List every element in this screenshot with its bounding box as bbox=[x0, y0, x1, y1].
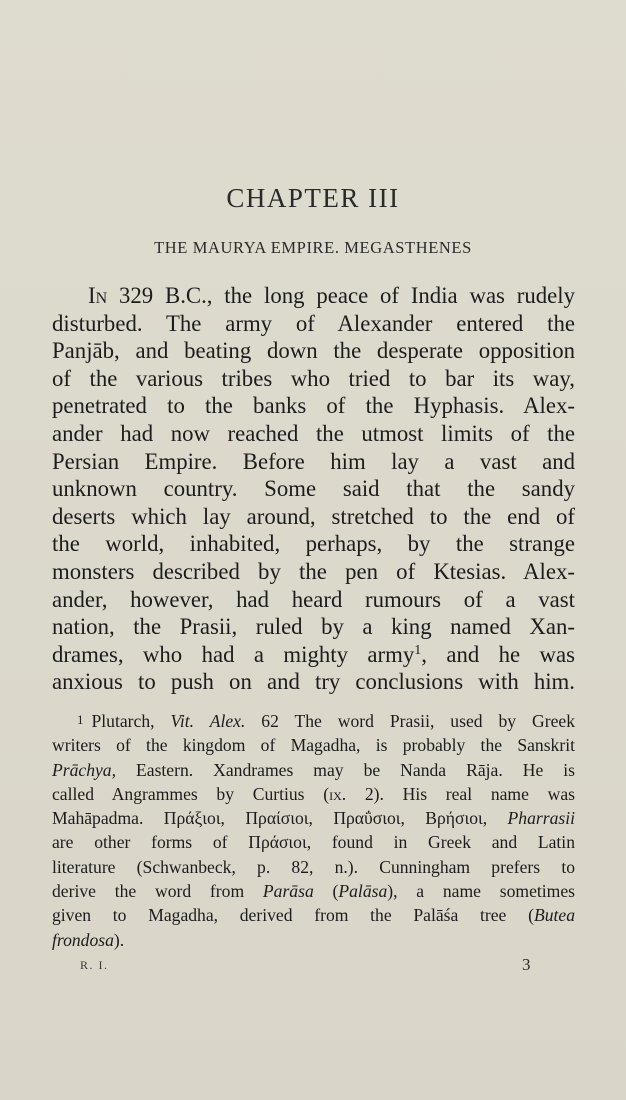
chapter-subtitle: THE MAURYA EMPIRE. MEGASTHENES bbox=[154, 238, 472, 257]
body-line: ander had now reached the utmost limits of the bbox=[52, 420, 575, 446]
body-line: In 329 B.C., the long peace of India was rudely bbox=[88, 283, 575, 308]
footnote-line: called Angrammes by Curtius (ix. 2). His real name was bbox=[52, 783, 575, 804]
footnote-line: 1 Plutarch, Vit. Alex. 62 The word Prasii, used by Greek bbox=[77, 711, 575, 731]
footnote-line: literature (Schwanbeck, p. 82, n.). Cunningham prefers to bbox=[52, 856, 575, 877]
footnote-line: derive the word from Parāsa (Palāsa), a name sometimes bbox=[52, 881, 576, 902]
footnote-reference[interactable]: 1 bbox=[414, 642, 422, 658]
body-line: ander, however, had heard rumours of a vast bbox=[52, 586, 575, 612]
body-line: anxious to push on and try conclusions with him. bbox=[52, 669, 575, 695]
body-line: penetrated to the banks of the Hyphasis. Alex- bbox=[52, 393, 575, 419]
footnote-line: are other forms of Πράσιοι, found in Greek and Latin bbox=[52, 832, 575, 853]
footnote-marker: 1 bbox=[77, 712, 84, 727]
footnote-line: frondosa). bbox=[52, 929, 125, 950]
body-line: Persian Empire. Before him lay a vast and bbox=[52, 448, 575, 474]
body-line: nation, the Prasii, ruled by a king named Xan- bbox=[52, 614, 575, 640]
body-line: of the various tribes who tried to bar its way, bbox=[52, 365, 575, 391]
body-line: deserts which lay around, stretched to the end of bbox=[52, 503, 575, 529]
body-line: monsters described by the pen of Ktesias. Alex- bbox=[52, 558, 575, 584]
body-line: drames, who had a mighty army$^1$, and he was bbox=[52, 641, 575, 667]
body-paragraph bbox=[52, 282, 575, 696]
footnote-line: writers of the kingdom of Magadha, is probably the Sanskrit bbox=[52, 735, 575, 756]
body-line: Panjāb, and beating down the desperate opposition bbox=[52, 338, 575, 364]
page-number: 3 bbox=[522, 955, 531, 974]
body-line: disturbed. The army of Alexander entered the bbox=[52, 310, 575, 336]
footnote-line: given to Magadha, derived from the Palāśa tree (Butea bbox=[52, 905, 575, 926]
footnote-line: Prāchya, Eastern. Xandrames may be Nanda Rāja. He is bbox=[52, 759, 575, 780]
body-line: the world, inhabited, perhaps, by the strange bbox=[52, 531, 575, 557]
footnote bbox=[52, 708, 575, 952]
body-line: unknown country. Some said that the sandy bbox=[52, 476, 575, 502]
footnote-line: Mahāpadma. Πράξιοι, Πραίσιοι, Πραΰσιοι, Βρήσιοι, Pharrasii bbox=[52, 808, 575, 829]
chapter-title: CHAPTER III bbox=[226, 183, 400, 213]
drop-word: In bbox=[88, 283, 108, 308]
signature-mark: R. I. bbox=[80, 958, 109, 972]
